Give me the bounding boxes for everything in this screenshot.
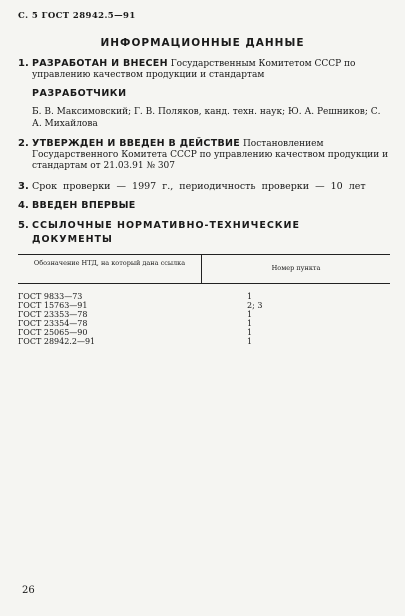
page-header: С. 5 ГОСТ 28942.5—91 (18, 11, 136, 21)
section-number: 3. (18, 181, 29, 192)
section-1 (18, 58, 390, 81)
cell-clause: 1 (247, 292, 253, 301)
cell-clause: 1 (247, 319, 253, 328)
table-row (18, 337, 390, 346)
section-3 (18, 181, 390, 192)
cell-document: ГОСТ 15763—91 (18, 301, 88, 310)
cell-clause: 1 (247, 337, 253, 346)
page-title: ИНФОРМАЦИОННЫЕ ДАННЫЕ (100, 37, 305, 49)
table-header (18, 254, 390, 284)
section-lead: ВВЕДЕН ВПЕРВЫЕ (32, 200, 136, 211)
table-row (18, 310, 390, 319)
section-number: 2. (18, 138, 29, 149)
section-2 (18, 138, 390, 172)
column-header-document: Обозначение НТД, на который дана ссылка (33, 259, 186, 267)
page-number: 26 (22, 585, 35, 596)
developers-heading: РАЗРАБОТЧИКИ (32, 88, 127, 99)
table-row (18, 328, 390, 337)
section-lead: РАЗРАБОТАН И ВНЕСЕН (32, 58, 168, 69)
cell-clause: 1 (247, 328, 253, 337)
section-number: 5. (18, 220, 29, 231)
cell-document: ГОСТ 23354—78 (18, 319, 88, 328)
section-lead: ССЫЛОЧНЫЕ НОРМАТИВНО-ТЕХНИЧЕСКИЕ ДОКУМЕНТЫ (32, 220, 300, 245)
cell-clause: 2; 3 (247, 301, 263, 310)
cell-document: ГОСТ 25065—90 (18, 328, 88, 337)
column-header-clause: Номер пункта (271, 264, 321, 272)
developers-text: Б. В. Максимовский; Г. В. Поляков, канд. техн. наук; Ю. А. Решников; С. А. Михайлова (32, 107, 381, 129)
table-body (18, 292, 390, 346)
section-lead: УТВЕРЖДЕН И ВВЕДЕН В ДЕЙСТВИЕ (32, 138, 241, 149)
table-row (18, 319, 390, 328)
table-row (18, 301, 390, 310)
cell-document: ГОСТ 28942.2—91 (18, 337, 96, 346)
cell-document: ГОСТ 9833—73 (18, 292, 83, 301)
table-row (18, 292, 390, 301)
section-text: Срок проверки — 1997 г., периодичность проверки — 10 лет (32, 181, 366, 192)
cell-clause: 1 (247, 310, 253, 319)
section-5 (18, 219, 390, 247)
section-text: Постановлением Государственного Комитета СССР по управлению качеством продукции и стандартам от 21.03.91 № 307 (32, 139, 389, 171)
cell-document: ГОСТ 23353—78 (18, 310, 88, 319)
section-number: 1. (18, 58, 29, 69)
section-4 (18, 200, 390, 212)
section-number: 4. (18, 200, 29, 211)
reference-table (18, 254, 390, 346)
section-text: Государственным Комитетом СССР по управлению качеством продукции и стандартам (32, 59, 356, 80)
